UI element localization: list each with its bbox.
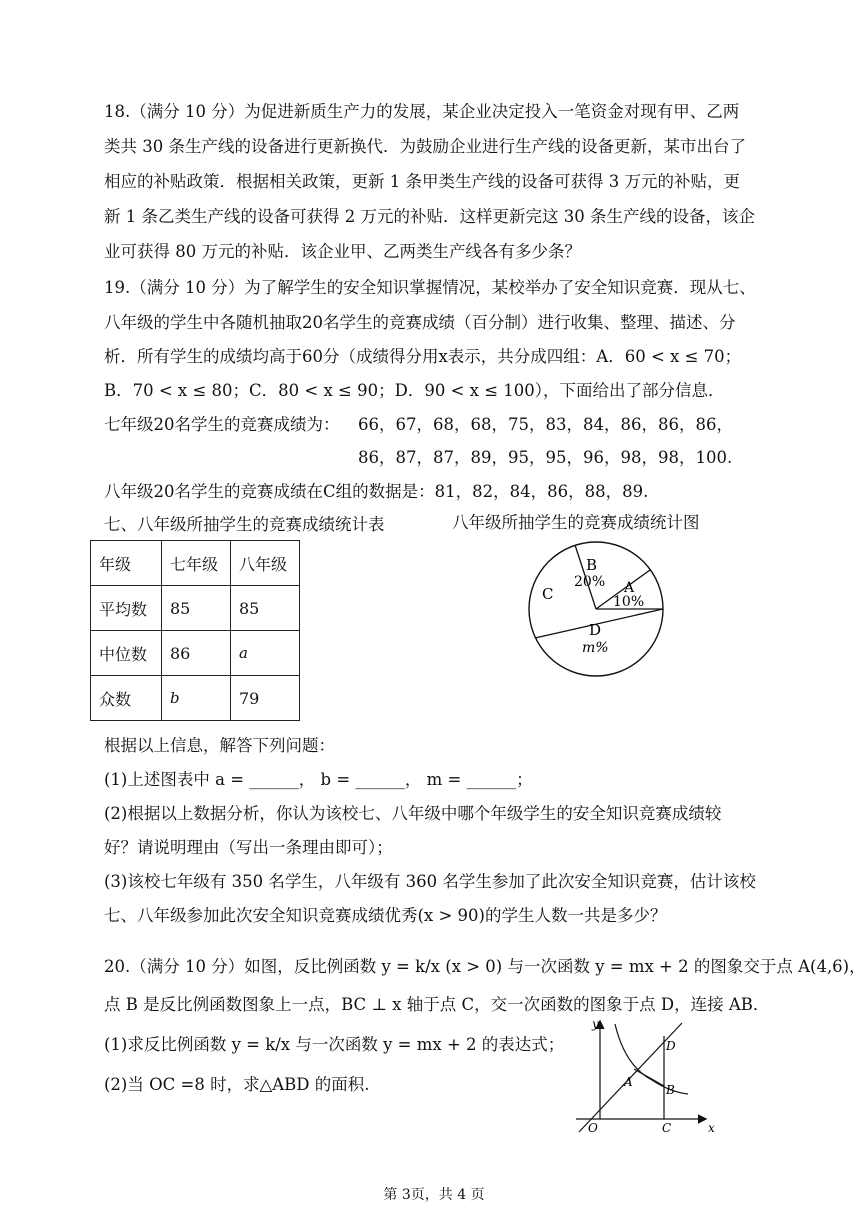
- table-cell: b: [162, 676, 231, 721]
- q20-sub2: (2)当 OC =8 时，求△ABD 的面积.: [104, 1075, 370, 1094]
- q19-sub2: 好？请说明理由（写出一条理由即可）；: [104, 838, 393, 857]
- pie-label-d: D: [589, 621, 602, 639]
- table-cell: 86: [162, 631, 231, 676]
- table-cell: 七年级: [162, 541, 231, 586]
- q18-line: 类共 30 条生产线的设备进行更新换代．为鼓励企业进行生产线的设备更新，某市出台了: [104, 137, 746, 156]
- q18-line: 新 1 条乙类生产线的设备可获得 2 万元的补贴．这样更新完这 30 条生产线的设备，该企: [104, 207, 755, 226]
- q19-line: 析．所有学生的成绩均高于60分（成绩得分用x表示，共分成四组：A．60 < x ≤ 70；: [104, 347, 742, 366]
- pie-label-b-pct: 20%: [574, 574, 606, 590]
- function-graph: [570, 1014, 720, 1136]
- pie-label-c: C: [542, 585, 554, 603]
- table-cell: 85: [231, 586, 300, 631]
- q18-line: 相应的补贴政策．根据相关政策，更新 1 条甲类生产线的设备可获得 3 万元的补贴，更: [104, 172, 740, 191]
- q19-line: B．70 < x ≤ 80；C．80 < x ≤ 90；D．90 < x ≤ 100），下面给出了部分信息．: [104, 381, 725, 400]
- table-title: 七、八年级所抽学生的竞赛成绩统计表: [104, 515, 385, 534]
- q20-sub1: (1)求反比例函数 y = k/x 与一次函数 y = mx + 2 的表达式；: [104, 1035, 565, 1054]
- table-cell: 八年级: [231, 541, 300, 586]
- label-b: B: [666, 1083, 675, 1097]
- q20-line: 点 B 是反比例函数图象上一点，BC ⊥ x 轴于点 C，交一次函数的图象于点 D，连接 AB．: [104, 995, 770, 1014]
- page-footer: 第 3页，共 4 页: [383, 1187, 485, 1203]
- q18-line: 业可获得 80 万元的补贴．该企业甲、乙两类生产线各有多少条？: [104, 242, 581, 261]
- table-row: [91, 676, 300, 721]
- q19-intro: 根据以上信息，解答下列问题：: [104, 736, 335, 755]
- grade7-label: 七年级20名学生的竞赛成绩为：: [104, 415, 340, 434]
- label-d: D: [666, 1039, 676, 1053]
- grade8-c-group-line: 八年级20名学生的竞赛成绩在C组的数据是：81，82，84，86，88，89.: [104, 482, 649, 501]
- pie-label-b: B: [586, 556, 598, 574]
- table-cell: a: [231, 631, 300, 676]
- grade7-scores-row2: 86，87，87，89，95，95，96，98，98，100.: [358, 448, 733, 467]
- pie-label-a-pct: 10%: [613, 594, 645, 610]
- table-row: [91, 631, 300, 676]
- pie-label-a: A: [624, 580, 635, 596]
- q20-line: 20.（满分 10 分）如图，反比例函数 y = k/x (x > 0) 与一次函数 y = mx + 2 的图象交于点 A(4,6)，: [104, 957, 866, 976]
- table-cell: 79: [231, 676, 300, 721]
- q18-line: 18.（满分 10 分）为促进新质生产力的发展，某企业决定投入一笔资金对现有甲、乙两: [104, 102, 740, 121]
- table-cell: 年级: [91, 541, 162, 586]
- pie-chart: [512, 540, 682, 680]
- q19-sub1: (1)上述图表中 a = ______， b = ______， m = ______；: [104, 770, 533, 789]
- q19-sub3: (3)该校七年级有 350 名学生，八年级有 360 名学生参加了此次安全知识竞赛，估计该校: [104, 872, 756, 891]
- label-y: y: [592, 1017, 599, 1031]
- pie-label-d-pct: m%: [582, 640, 609, 656]
- table-cell: 平均数: [91, 586, 162, 631]
- q19-line: 八年级的学生中各随机抽取20名学生的竞赛成绩（百分制）进行收集、整理、描述、分: [104, 313, 736, 332]
- label-c: C: [662, 1121, 672, 1135]
- table-row: [91, 586, 300, 631]
- stats-table: [90, 540, 300, 721]
- table-cell: 中位数: [91, 631, 162, 676]
- label-o: O: [588, 1121, 598, 1135]
- ab-segment: [634, 1069, 664, 1086]
- table-row: [91, 541, 300, 586]
- label-x: x: [708, 1121, 715, 1135]
- pie-title: 八年级所抽学生的竞赛成绩统计图: [452, 513, 700, 532]
- grade7-scores-row1: 66，67，68，68，75，83，84，86，86，86，: [358, 415, 733, 434]
- q19-sub3: 七、八年级参加此次安全知识竞赛成绩优秀(x > 90)的学生人数一共是多少？: [104, 906, 667, 925]
- table-cell: 85: [162, 586, 231, 631]
- table-cell: 众数: [91, 676, 162, 721]
- q19-line: 19.（满分 10 分）为了解学生的安全知识掌握情况，某校举办了安全知识竞赛．现从七、: [104, 278, 756, 297]
- q19-sub2: (2)根据以上数据分析，你认为该校七、八年级中哪个年级学生的安全知识竞赛成绩较: [104, 804, 722, 823]
- label-a: A: [624, 1075, 633, 1089]
